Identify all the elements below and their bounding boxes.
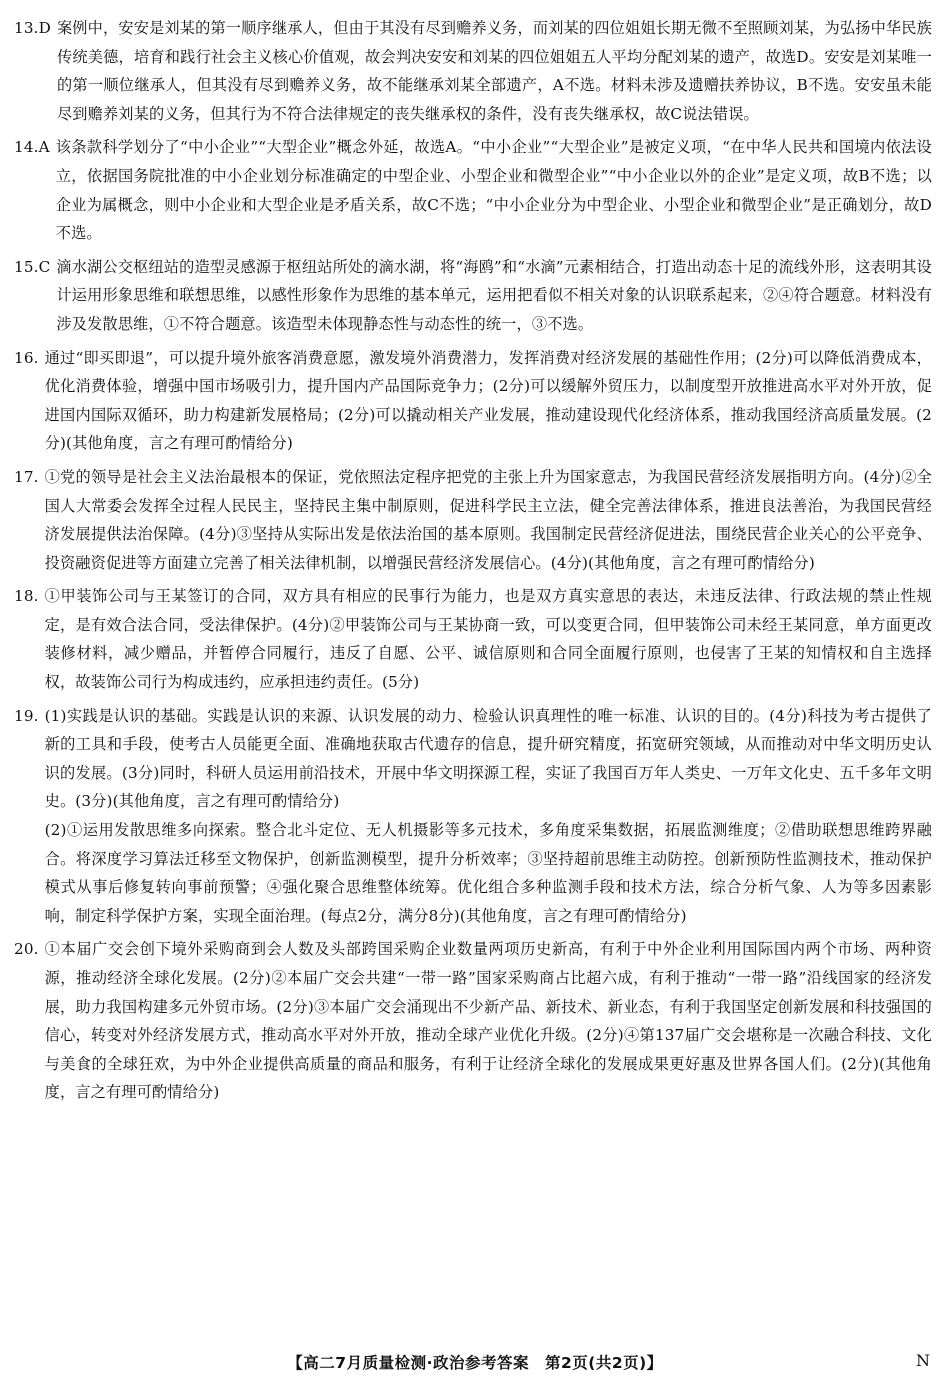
answer-item-16 [14, 344, 932, 458]
answer-item-15 [14, 253, 932, 339]
answer-text: 案例中，安安是刘某的第一顺序继承人，但由于其没有尽到赡养义务，而刘某的四位姐姐长期无微不至照顾刘某，为弘扬中华民族传统美德，培育和践行社会主义核心价值观，故会判决安安和刘某的四位姐姐五人平均分配刘某的遗产，故选D。安安是刘某唯一的第一顺位继承人，但其没有尽到赡养义务，故不能继承刘某全部遗产，A不选。材料未涉及遗赠扶养协议，B不选。安安虽未能尽到赡养刘某的义务，但其行为不符合法律规定的丧失继承权的条件，没有丧失继承权，故C说法错误。 [56, 19, 932, 123]
answer-body [45, 344, 932, 458]
answer-body [45, 582, 932, 696]
answer-text: ①甲装饰公司与王某签订的合同，双方具有相应的民事行为能力，也是双方真实意思的表达，未违反法律、行政法规的禁止性规定，是有效合法合同，受法律保护。(4分)②甲装饰公司与王某协商一致，可以变更合同，但甲装饰公司未经王某同意，单方面更改装修材料，减少赠品，并暂停合同履行，违反了自愿、公平、诚信原则和合同全面履行原则，也侵害了王某的知情权和自主选择权，故装饰公司行为构成违约，应承担违约责任。(5分) [44, 587, 932, 692]
answer-body [56, 133, 932, 247]
answer-text-part-2: (2)①运用发散思维多向探索。整合北斗定位、无人机摄影等多元技术，多角度采集数据，拓展监测维度；②借助联想思维跨界融合。将深度学习算法迁移至文物保护，创新监测模型，提升分析效率；③坚持超前思维主动防控。创新预防性监测技术，推动保护模式从事后修复转向事前预警；④强化聚合思维整体统筹。优化组合多种监测手段和技术方法，综合分析气象、人为等多因素影响，制定科学保护方案，实现全面治理。(每点2分，满分8分)(其他角度，言之有理可酌情给分) [44, 821, 932, 925]
question-number: 13.D [14, 19, 51, 37]
answer-item-14 [14, 133, 932, 247]
answer-item-19 [14, 702, 932, 931]
answer-body [45, 702, 932, 931]
answer-text: 该条款科学划分了“中小企业”“大型企业”概念外延，故选A。“中小企业”“大型企业”是被定义项，“在中华人民共和国境内依法设立，依据国务院批准的中小企业划分标准确定的中型企业、小型企业和微型企业”“中小企业以外的企业”是定义项，故B不选；以企业为属概念，则中小企业和大型企业是矛盾关系，故C不选；“中小企业分为中型企业、小型企业和微型企业”是正确划分，故D不选。 [55, 138, 932, 243]
question-number: 20. [14, 940, 39, 959]
question-number: 15.C [14, 257, 51, 276]
answer-text: 滴水湖公交枢纽站的造型灵感源于枢纽站所处的滴水湖，将“海鸥”和“水滴”元素相结合，打造出动态十足的流线外形，这表明其设计运用形象思维和联想思维，以感性形象作为思维的基本单元，运用把看似不相关对象的认识联系起来，②④符合题意。材料没有涉及发散思维，①不符合题意。该造型未体现静态性与动态性的统一，③不选。 [56, 257, 932, 333]
question-number: 16. [14, 348, 39, 367]
answer-text: ①党的领导是社会主义法治最根本的保证，党依照法定程序把党的主张上升为国家意志，为我国民营经济发展指明方向。(4分)②全国人大常委会发挥全过程人民民主，坚持民主集中制原则，促进科学民主立法，健全完善法律体系，推进良法善治，为我国民营经济发展提供法治保障。(4分)③坚持从实际出发是依法治国的基本原则。我国制定民营经济促进法，围绕民营企业关心的公平竞争、投资融资促进等方面建立完善了相关法律机制，以增强民营经济发展信心。(4分)(其他角度，言之有理可酌情给分) [44, 467, 932, 572]
question-number: 18. [14, 587, 39, 606]
question-number: 14.A [14, 138, 50, 157]
answer-item-17 [14, 463, 932, 577]
question-number: 17. [14, 467, 39, 486]
page-footer: 【高二7月质量检测·政治参考答案 第2页(共2页)】 [287, 1354, 663, 1372]
answer-body [45, 463, 932, 577]
answer-item-20 [14, 935, 932, 1107]
version-letter: N [916, 1351, 930, 1370]
question-number: 19. [14, 706, 39, 725]
answer-body [56, 253, 932, 339]
answer-text: ①本届广交会创下境外采购商到会人数及头部跨国采购企业数量两项历史新高，有利于中外企业利用国际国内两个市场、两种资源，推动经济全球化发展。(2分)②本届广交会共建“一带一路”国家采购商占比超六成，有利于推动“一带一路”沿线国家的经济发展，助力我国构建多元外贸市场。(2分)③本届广交会涌现出不少新产品、新技术、新业态，有利于我国坚定创新发展和科技强国的信心，转变对外经济发展方式，推动高水平对外开放，推动全球产业优化升级。(2分)④第137届广交会堪称是一次融合科技、文化与美食的全球狂欢，为中外企业提供高质量的商品和服务，有利于让经济全球化的发展成果更好惠及世界各国人们。(2分)(其他角度，言之有理可酌情给分) [44, 940, 932, 1102]
answer-body [45, 935, 932, 1107]
answer-list [14, 14, 932, 1112]
answer-text: 通过“即买即退”，可以提升境外旅客消费意愿，激发境外消费潜力，发挥消费对经济发展的基础性作用；(2分)可以降低消费成本，优化消费体验，增强中国市场吸引力，提升国内产品国际竞争力；(2分)可以缓解外贸压力，以制度型开放推进高水平对外开放，促进国内国际双循环，助力构建新发展格局；(2分)可以撬动相关产业发展，推动建设现代化经济体系，推动我国经济高质量发展。(2分)(其他角度，言之有理可酌情给分) [44, 348, 932, 453]
answer-item-18 [14, 582, 932, 696]
answer-item-13 [14, 14, 932, 128]
answer-body [57, 14, 932, 128]
answer-text-part-1: (1)实践是认识的基础。实践是认识的来源、认识发展的动力、检验认识真理性的唯一标准、认识的目的。(4分)科技为考古提供了新的工具和手段，使考古人员能更全面、准确地获取古代遗存的信息，提升研究精度，拓宽研究领域，从而推动对中华文明历史认识的发展。(3分)同时，科研人员运用前沿技术，开展中华文明探源工程，实证了我国百万年人类史、一万年文化史、五千多年文明史。(3分)(其他角度，言之有理可酌情给分) [44, 706, 932, 811]
